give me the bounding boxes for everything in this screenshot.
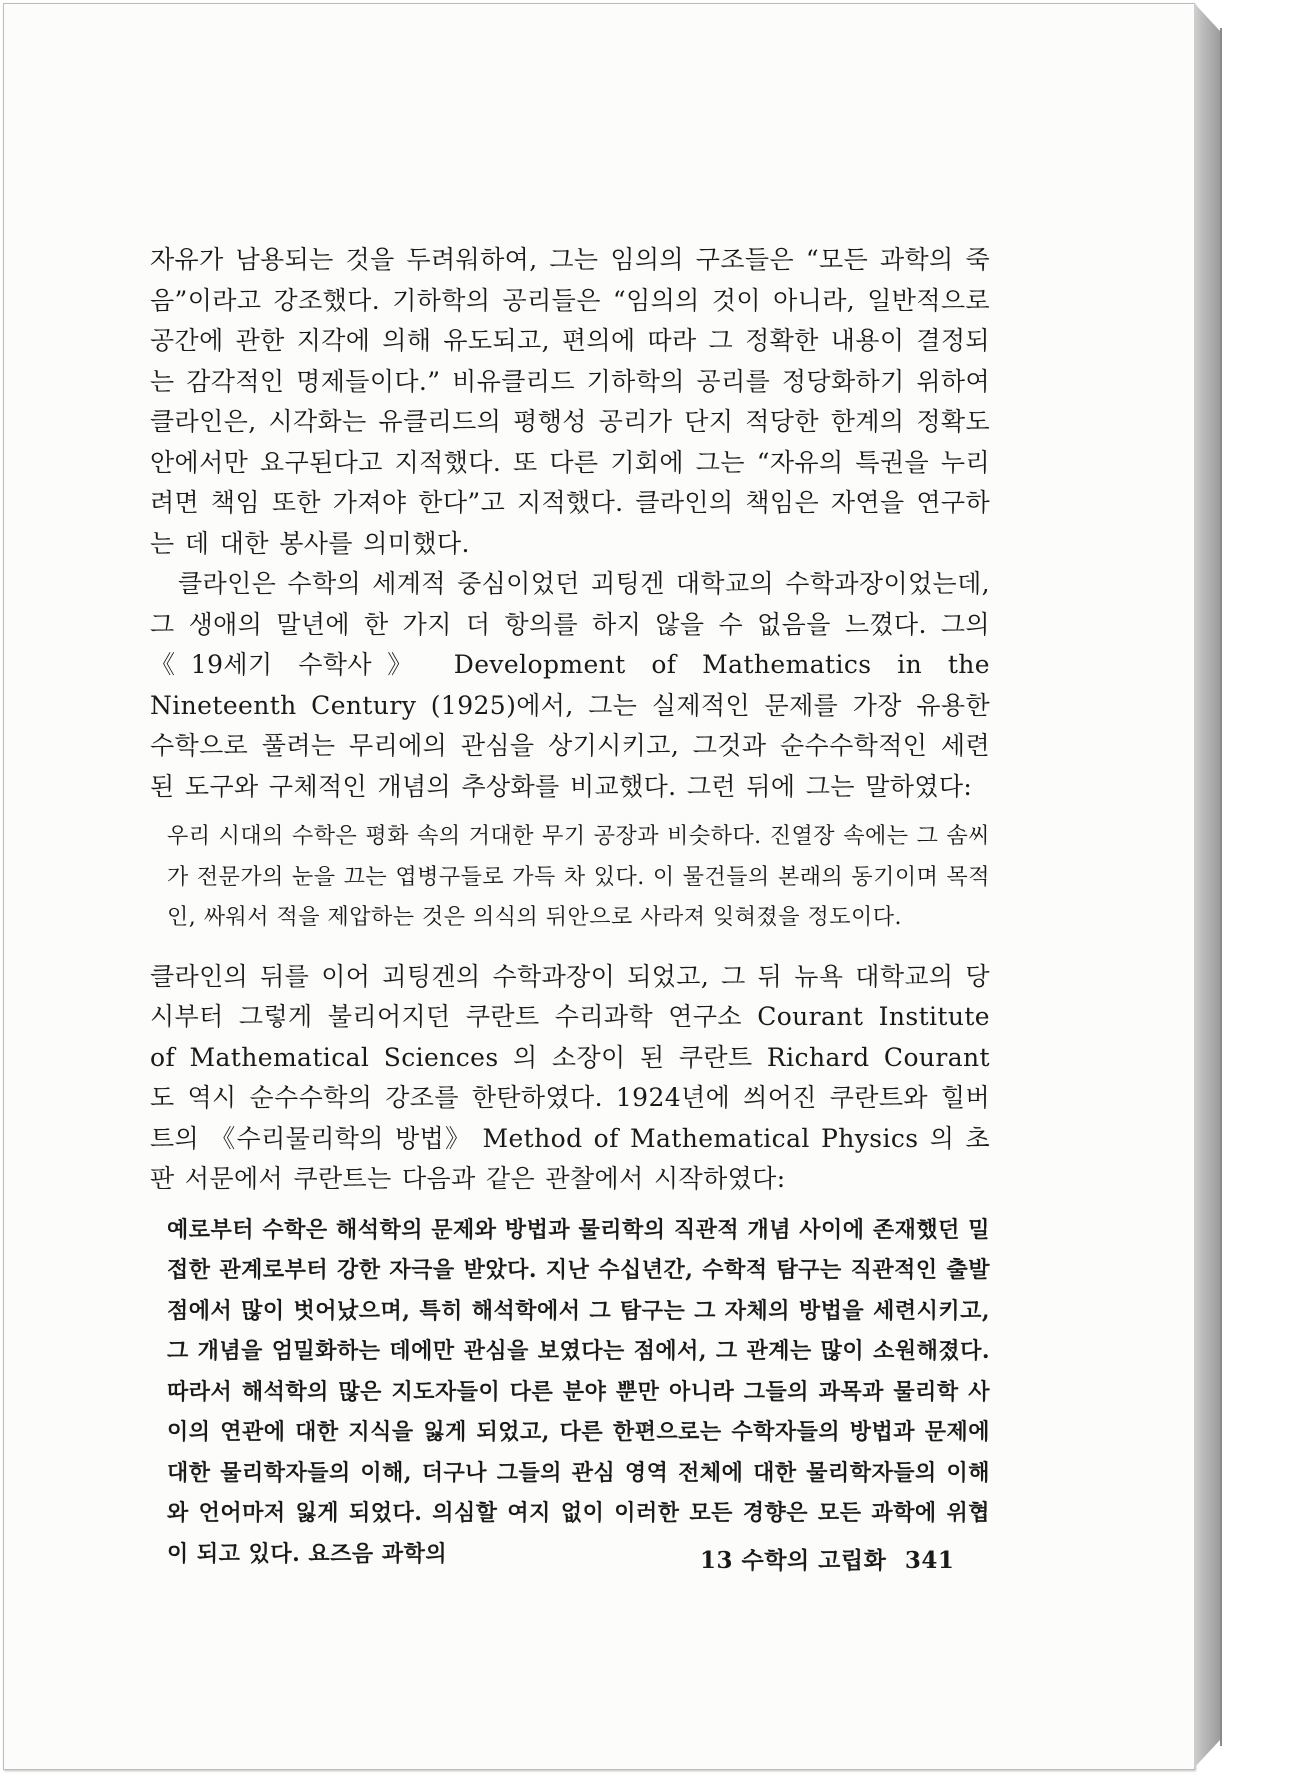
chapter-title: 13 수학의 고립화 [700,1547,887,1574]
block-quote-courant: 예로부터 수학은 해석학의 문제와 방법과 물리학의 직관적 개념 사이에 존재했던 밀접한 관계로부터 강한 자극을 받았다. 지난 수십년간, 수학적 탐구는 직관적인 출발점에서 많이 벗어났으며, 특히 해석학에서 그 탐구는 그 자체의 방법을 세련시키고, 그 개념을 엄밀화하는 데에만 관심을 보였다는 점에서, 그 관계는 많이 소원해졌다. 따라서 해석학의 많은 지도자들이 다른 분야 뿐만 아니라 그들의 과목과 물리학 사이의 연관에 대한 지식을 잃게 되었고, 다른 한편으로는 수학자들의 방법과 문제에 대한 물리학자들의 이해, 더구나 그들의 관심 영역 전체에 대한 물리학자들의 이해와 언어마저 잃게 되었다. 의심할 여지 없이 이러한 모든 경향은 모든 과학에 위협이 되고 있다. 요즈음 과학의 [167,1216,990,1567]
paragraph-klein-axioms: 자유가 남용되는 것을 두려워하여, 그는 임의의 구조들은 “모든 과학의 죽음”이라고 강조했다. 기하학의 공리들은 “임의의 것이 아니라, 일반적으로 공간에 관한 지각에 의해 유도되고, 편의에 따라 그 정확한 내용이 결정되는 감각적인 명제들이다.” 비유클리드 기하학의 공리를 정당화하기 위하여 클라인은, 시각화는 유클리드의 평행성 공리가 단지 적당한 한계의 정확도 안에서만 요구된다고 지적했다. 또 다른 기회에 그는 “자유의 특권을 누리려면 책임 또한 가져야 한다”고 지적했다. 클라인의 책임은 자연을 연구하는 데 대한 봉사를 의미했다. [150,245,990,558]
page-stack-edge [1194,3,1220,1768]
block-quote-klein: 우리 시대의 수학은 평화 속의 거대한 무기 공장과 비슷하다. 진열장 속에는 그 솜씨가 전문가의 눈을 끄는 엽병구들로 가득 차 있다. 이 물건들의 본래의 동기이며 목적인, 싸워서 적을 제압하는 것은 의식의 뒤안으로 사라져 잊혀졌을 정도이다. [167,824,990,930]
paragraph-courant: 클라인의 뒤를 이어 괴팅겐의 수학과장이 되었고, 그 뒤 뉴욕 대학교의 당시부터 그렇게 불리어지던 쿠란트 수리과학 연구소 Courant Institute of Mathematical Sciences 의 소장이 된 쿠란트 Richard Courant 도 역시 순수수학의 강조를 한탄하였다. 1924년에 씌어진 쿠란트와 힐버트의 《수리물리학의 방법》 Method of Mathematical Physics 의 초판 서문에서 쿠란트는 다음과 같은 관찰에서 시작하였다: [150,961,990,1193]
running-footer [700,1542,964,1575]
page-number: 341 [904,1547,955,1574]
page-body [150,240,990,1574]
paragraph-klein-protest: 클라인은 수학의 세계적 중심이었던 괴팅겐 대학교의 수학과장이었는데, 그 생애의 말년에 한 가지 더 항의를 하지 않을 수 없음을 느꼈다. 그의 《19세기 수학사》 Development of Mathematics in the Nineteenth Century (1925)에서, 그는 실제적인 문제를 가장 유용한 수학으로 풀려는 무리에의 관심을 상기시키고, 그것과 순수수학적인 세련된 도구와 구체적인 개념의 추상화를 비교했다. 그런 뒤에 그는 말하였다: [150,569,990,801]
page-edge-line [1220,28,1222,1746]
